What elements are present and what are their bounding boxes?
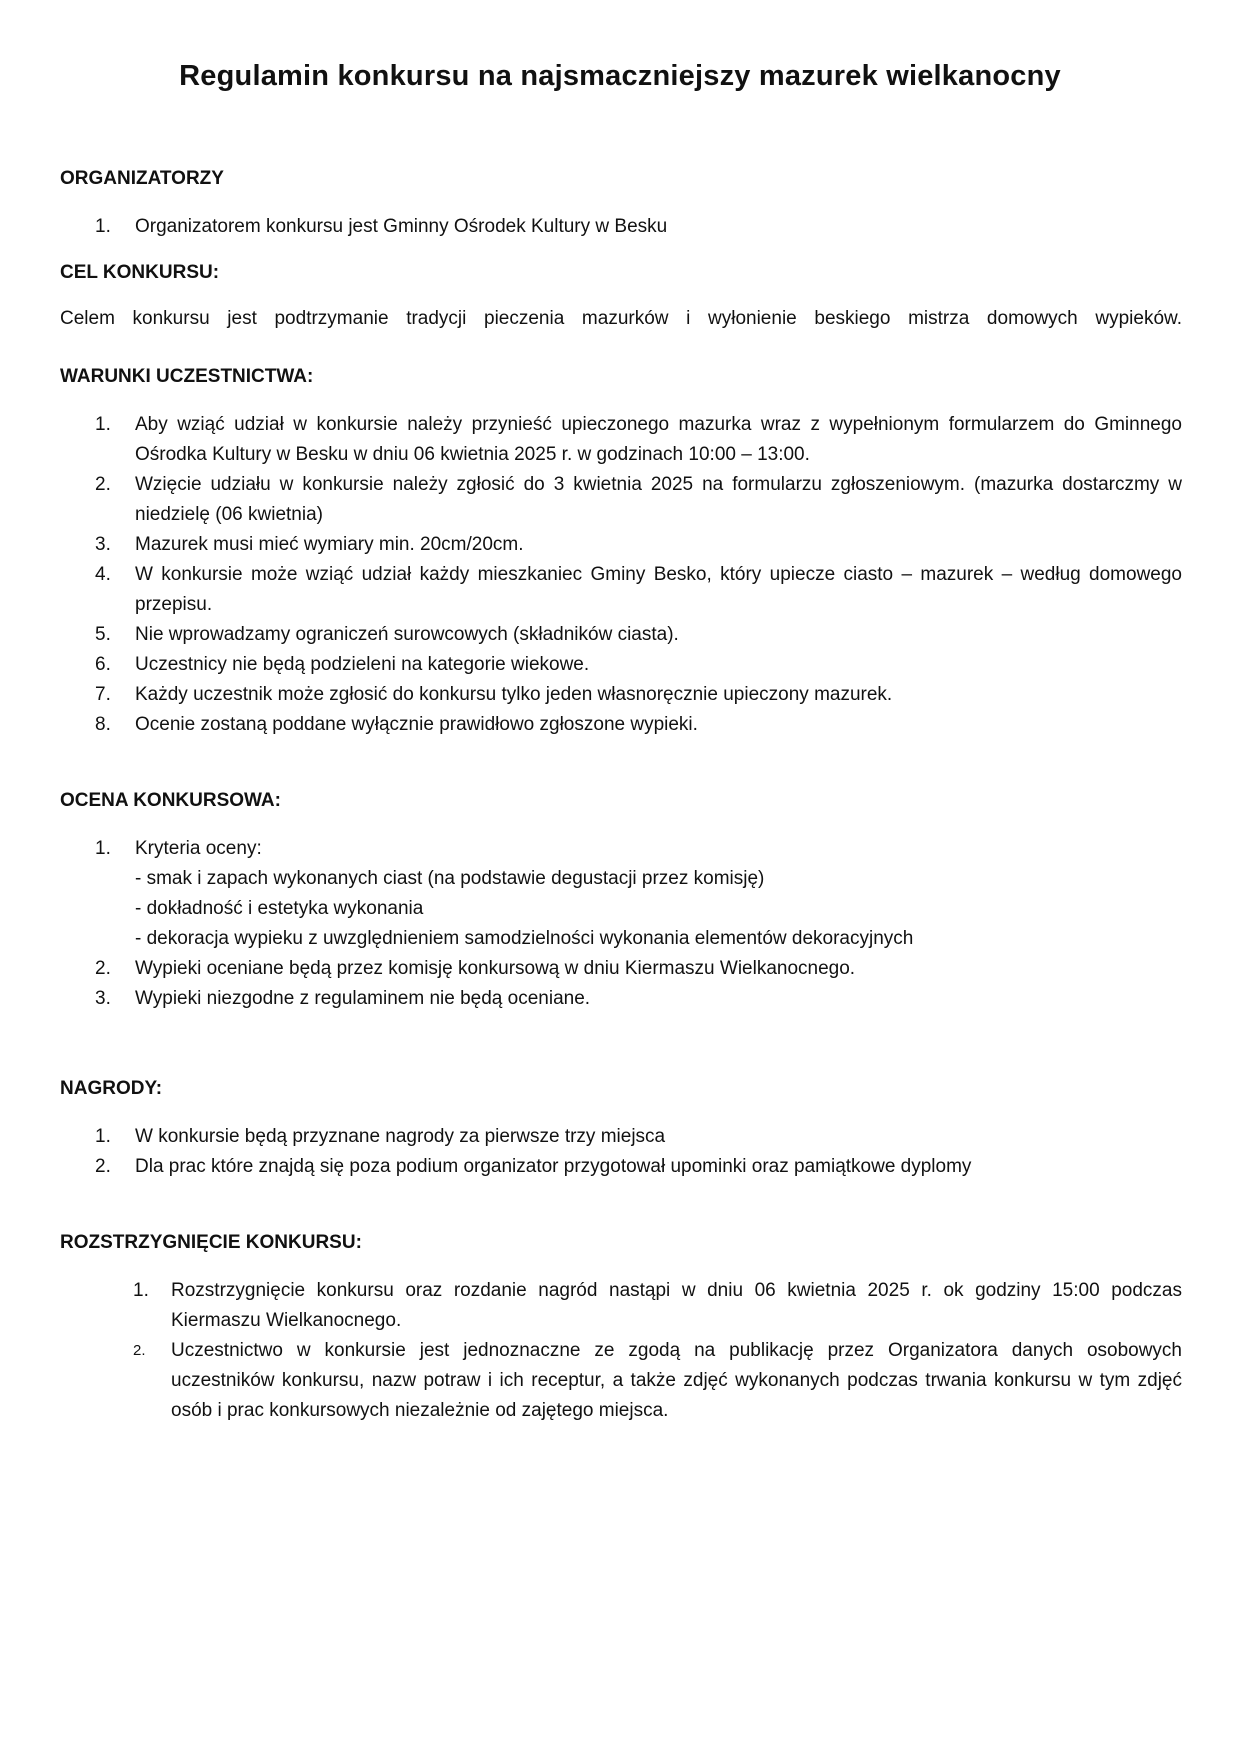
- goal-paragraph: Celem konkursu jest podtrzymanie tradycji pieczenia mazurków i wyłonienie beskiego mistrza domowych wypieków.: [60, 308, 1182, 329]
- heading-evaluation: OCENA KONKURSOWA:: [60, 790, 281, 811]
- item-text: Aby wziąć udział w konkursie należy przynieść upieczonego mazurka wraz z wypełnionym formularzem do Gminnego Ośrodka Kultury w Besku w dniu 06 kwietnia 2025 r. w godzinach 10:00 – 13:00.: [135, 414, 1182, 465]
- item-text: Uczestnicy nie będą podzieleni na kategorie wiekowe.: [135, 654, 590, 675]
- criteria-line: - smak i zapach wykonanych ciast (na podstawie degustacji przez komisję): [135, 868, 765, 889]
- item-number: 2.: [133, 1342, 146, 1359]
- item-number: 2.: [95, 1156, 111, 1177]
- item-text: Ocenie zostaną poddane wyłącznie prawidłowo zgłoszone wypieki.: [135, 714, 698, 735]
- item-number: 7.: [95, 684, 111, 705]
- item-text: Nie wprowadzamy ograniczeń surowcowych (składników ciasta).: [135, 624, 679, 645]
- item-text: Mazurek musi mieć wymiary min. 20cm/20cm.: [135, 534, 524, 555]
- criteria-title: Kryteria oceny:: [135, 838, 262, 859]
- item-text: [135, 834, 1182, 954]
- item-number: 1.: [95, 1126, 111, 1147]
- document-title: Regulamin konkursu na najsmaczniejszy mazurek wielkanocny: [179, 60, 1061, 92]
- item-text: Uczestnictwo w konkursie jest jednoznaczne ze zgodą na publikację przez Organizatora danych osobowych uczestników konkursu, nazw potraw i ich receptur, a także zdjęć wykonanych podczas trwania konkursu w tym zdjęć osób i prac konkursowych niezależnie od zajętego miejsca.: [171, 1340, 1182, 1421]
- item-number: 2.: [95, 958, 111, 979]
- item-text: Dla prac które znajdą się poza podium organizator przygotował upominki oraz pamiątkowe dyplomy: [135, 1156, 972, 1177]
- item-number: 3.: [95, 988, 111, 1009]
- item-text: Rozstrzygnięcie konkursu oraz rozdanie nagród nastąpi w dniu 06 kwietnia 2025 r. ok godziny 15:00 podczas Kiermaszu Wielkanocnego.: [171, 1280, 1182, 1331]
- item-number: 3.: [95, 534, 111, 555]
- heading-conditions: WARUNKI UCZESTNICTWA:: [60, 366, 314, 387]
- criteria-line: - dekoracja wypieku z uwzględnieniem samodzielności wykonania elementów dekoracyjnych: [135, 928, 914, 949]
- heading-goal: CEL KONKURSU:: [60, 262, 220, 283]
- item-text: Wypieki oceniane będą przez komisję konkursową w dniu Kiermaszu Wielkanocnego.: [135, 958, 856, 979]
- item-number: 2.: [95, 474, 111, 495]
- item-number: 4.: [95, 564, 111, 585]
- item-text: W konkursie będą przyznane nagrody za pierwsze trzy miejsca: [135, 1126, 666, 1147]
- item-number: 1.: [95, 216, 111, 237]
- item-number: 5.: [95, 624, 111, 645]
- criteria-line: - dokładność i estetyka wykonania: [135, 898, 424, 919]
- item-number: 1.: [133, 1280, 149, 1301]
- heading-resolution: ROZSTRZYGNIĘCIE KONKURSU:: [60, 1232, 362, 1253]
- item-text: W konkursie może wziąć udział każdy mieszkaniec Gminy Besko, który upiecze ciasto – mazurek – według domowego przepisu.: [135, 564, 1182, 615]
- item-text: Wypieki niezgodne z regulaminem nie będą oceniane.: [135, 988, 591, 1009]
- item-text: Organizatorem konkursu jest Gminny Ośrodek Kultury w Besku: [135, 216, 668, 237]
- item-number: 1.: [95, 414, 111, 435]
- item-number: 1.: [95, 838, 111, 859]
- item-text: Wzięcie udziału w konkursie należy zgłosić do 3 kwietnia 2025 na formularzu zgłoszeniowym. (mazurka dostarczmy w niedzielę (06 kwietnia): [135, 474, 1182, 525]
- heading-prizes: NAGRODY:: [60, 1078, 163, 1099]
- item-text: Każdy uczestnik może zgłosić do konkursu tylko jeden własnoręcznie upieczony mazurek.: [135, 684, 893, 705]
- item-number: 8.: [95, 714, 111, 735]
- item-number: 6.: [95, 654, 111, 675]
- heading-organizers: ORGANIZATORZY: [60, 168, 224, 189]
